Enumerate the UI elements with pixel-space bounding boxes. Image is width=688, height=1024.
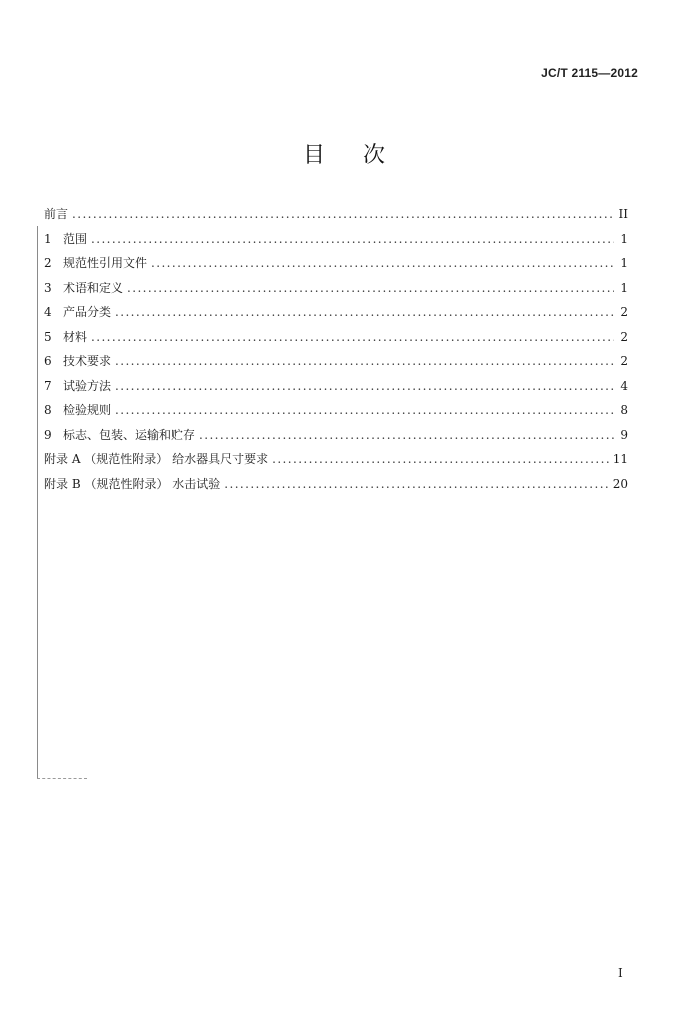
table-of-contents [44,202,628,496]
toc-entry-label: 技术要求 [63,354,112,368]
toc-entry-page: 2 [620,305,628,319]
toc-entry-foreword[interactable] [44,202,628,227]
toc-entry-number: 4 [44,305,52,319]
dot-leader [72,202,614,227]
toc-entry-requirements[interactable] [44,349,628,374]
toc-entry-label: 检验规则 [63,403,112,417]
toc-entry-label: 附录 A （规范性附录） 给水器具尺寸要求 [44,452,269,466]
toc-entry-label: 产品分类 [63,305,112,319]
dot-leader [151,251,614,276]
dot-leader [91,227,614,252]
dot-leader [115,398,614,423]
dot-leader [115,349,614,374]
margin-rule [37,226,38,778]
toc-entry-page: 2 [620,329,628,344]
page-title: 目次 [302,143,423,168]
toc-entry-number: 1 [44,231,52,246]
toc-entry-number: 6 [44,354,52,368]
toc-entry-normative-references[interactable] [44,251,628,276]
toc-entry-number: 2 [44,256,52,270]
toc-entry-label: 范围 [63,231,88,246]
toc-entry-terms-definitions[interactable] [44,276,628,301]
dot-leader [91,325,614,350]
toc-entry-label: 前言 [44,207,69,221]
toc-entry-classification[interactable] [44,300,628,325]
toc-entry-inspection-rules[interactable] [44,398,628,423]
toc-entry-page: 20 [612,476,628,491]
toc-entry-number: 9 [44,427,52,442]
dot-leader [272,447,609,472]
toc-entry-page: 11 [612,452,628,466]
toc-entry-number: 8 [44,403,52,417]
toc-entry-number: 3 [44,280,52,295]
toc-entry-page: 8 [620,403,628,417]
toc-entry-page: II [618,207,628,221]
page-number: I [618,966,623,980]
toc-entry-label: 试验方法 [63,378,112,393]
dot-leader [127,276,614,301]
standard-code: JC/T 2115—2012 [541,66,638,80]
toc-entry-materials[interactable] [44,325,628,350]
margin-rule-foot [37,778,87,779]
dot-leader [224,472,608,497]
toc-entry-annex-b[interactable] [44,472,628,497]
toc-entry-page: 2 [620,354,628,368]
toc-entry-label: 标志、包装、运输和贮存 [63,427,196,442]
toc-entry-label: 规范性引用文件 [63,256,148,270]
toc-entry-annex-a[interactable] [44,447,628,472]
toc-entry-marking-packaging[interactable] [44,423,628,448]
toc-entry-page: 1 [620,231,628,246]
dot-leader [115,300,614,325]
toc-entry-test-methods[interactable] [44,374,628,399]
toc-entry-number: 7 [44,378,52,393]
toc-entry-number: 5 [44,329,52,344]
toc-entry-label: 附录 B （规范性附录） 水击试验 [44,476,221,491]
toc-entry-page: 1 [620,280,628,295]
toc-entry-label: 材料 [63,329,88,344]
toc-entry-page: 1 [620,256,628,270]
toc-entry-page: 4 [620,378,628,393]
dot-leader [199,423,614,448]
toc-entry-page: 9 [620,427,628,442]
toc-entry-label: 术语和定义 [63,280,124,295]
toc-entry-scope[interactable] [44,227,628,252]
dot-leader [115,374,614,399]
